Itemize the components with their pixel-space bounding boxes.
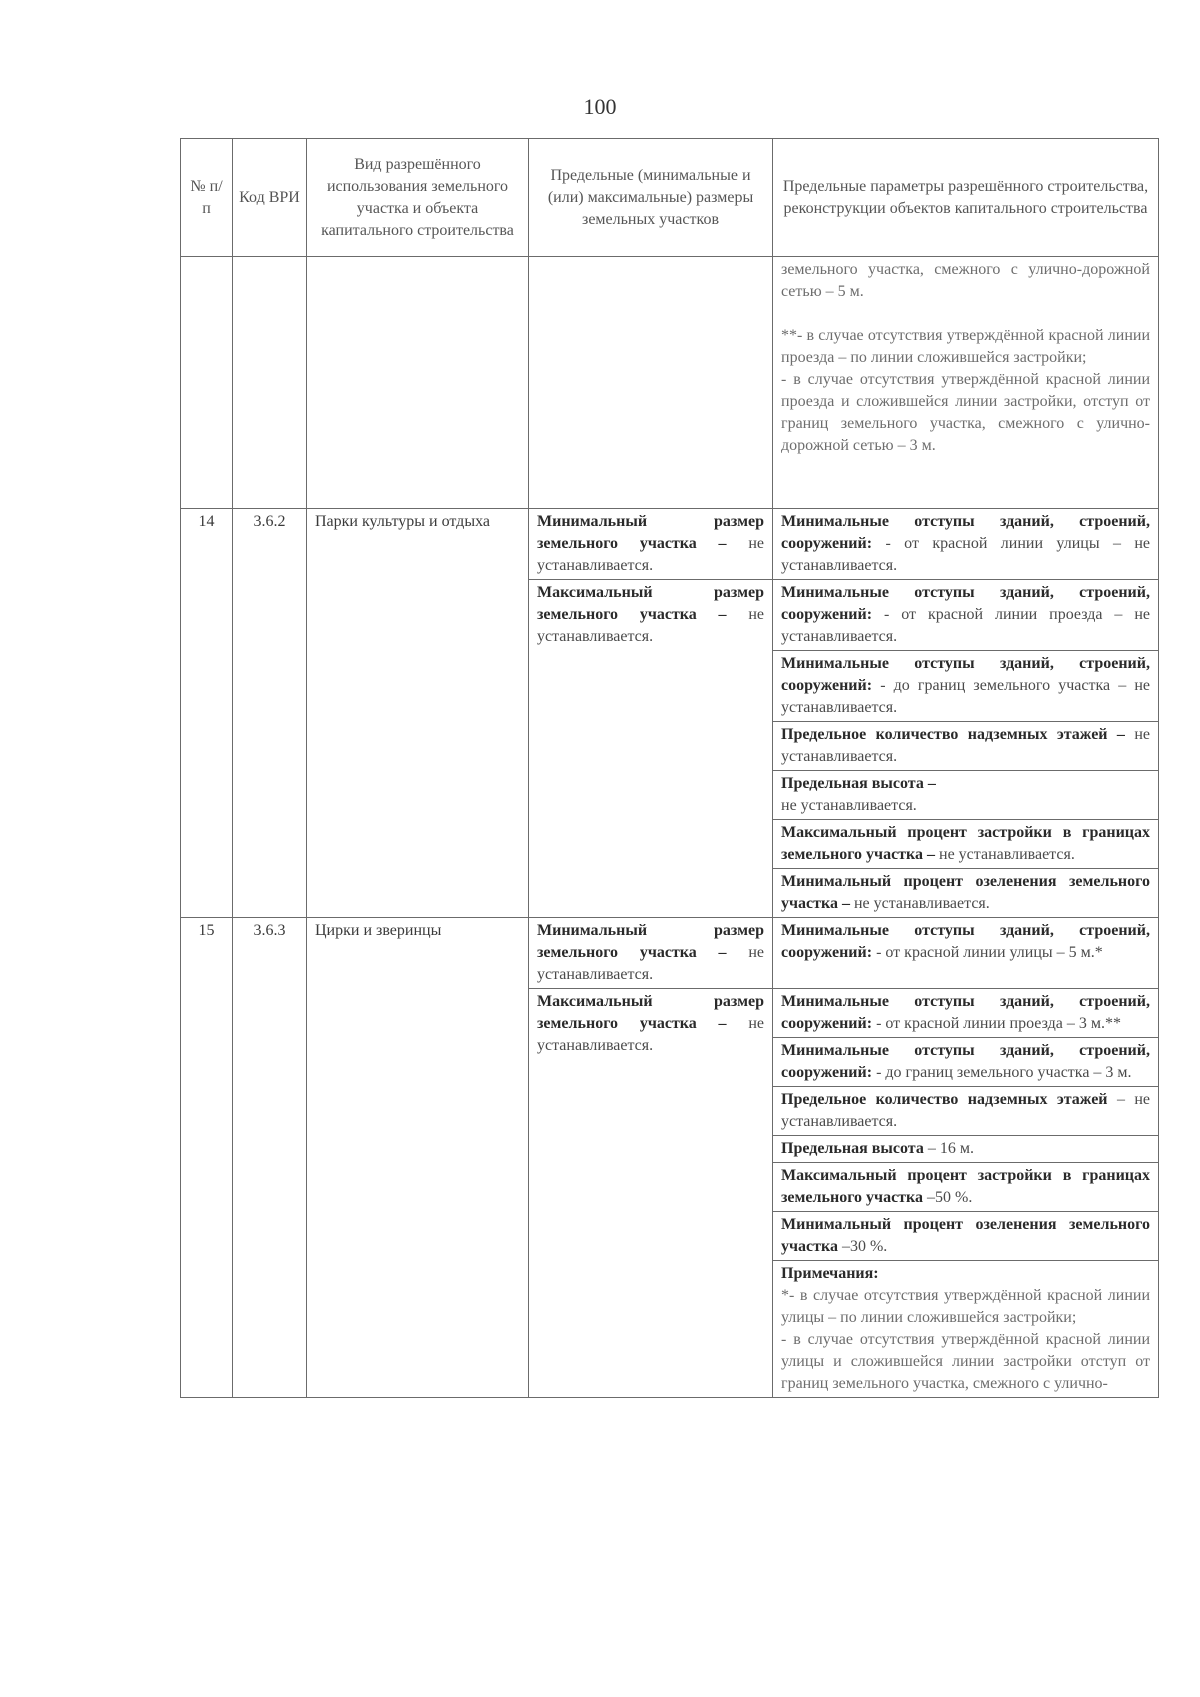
row15-param-4: Предельное количество надземных этажей – не устанавливается.: [773, 1087, 1159, 1136]
row15-notes: [773, 1261, 1159, 1398]
row15-max-size-value: не устанавливается.: [537, 1015, 765, 1054]
row14-code: 3.6.2: [233, 509, 307, 918]
row15-min-size-label: Минимальный размер земельного участка –: [537, 922, 764, 961]
continuation-line: земельного участка, смежного с улично-дорожной сетью – 5 м.: [781, 261, 1150, 300]
row15-param-5: Предельная высота – 16 м.: [773, 1136, 1159, 1163]
row14-param-7: Минимальный процент озеленения земельного участка – не устанавливается.: [773, 869, 1159, 918]
row14-num: 14: [181, 509, 233, 918]
row14-param-2: Минимальные отступы зданий, строений, сооружений: - от красной линии проезда – не устанавливается.: [773, 580, 1159, 651]
row15-notes-title: Примечания:: [781, 1265, 879, 1282]
continuation-note-2: - в случае отсутствия утверждённой красной линии проезда и сложившейся линии застройки, отступ от границ земельного участка, смежного с улично-дорожной сетью – 3 м.: [781, 371, 1150, 454]
row15-kind: Цирки и зверинцы: [307, 918, 529, 1398]
row15-param-1: Минимальные отступы зданий, строений, сооружений: - от красной линии улицы – 5 м.*: [773, 918, 1159, 989]
row14-max-size: [529, 580, 773, 918]
header-num: № п/п: [181, 139, 233, 257]
row15-param-2: Минимальные отступы зданий, строений, сооружений: - от красной линии проезда – 3 м.**: [773, 989, 1159, 1038]
table-row-15: [181, 918, 1159, 989]
row14-param-6: Максимальный процент застройки в границах земельного участка – не устанавливается.: [773, 820, 1159, 869]
row14-min-size-value: не устанавливается.: [537, 535, 765, 574]
row14-max-size-value: не устанавливается.: [537, 606, 765, 645]
page-number: 100: [583, 94, 617, 119]
continuation-cell: [773, 257, 1159, 509]
row15-max-size-label: Максимальный размер земельного участка –: [537, 993, 764, 1032]
row14-kind: Парки культуры и отдыха: [307, 509, 529, 918]
row14-param-3: Минимальные отступы зданий, строений, сооружений: - до границ земельного участка – не устанавливается.: [773, 651, 1159, 722]
header-params: Предельные параметры разрешённого строительства, реконструкции объектов капитального строительства: [773, 139, 1159, 257]
row14-min-size: [529, 509, 773, 580]
row14-param-4: Предельное количество надземных этажей – не устанавливается.: [773, 722, 1159, 771]
table-row-14: [181, 509, 1159, 580]
row14-min-size-label: Минимальный размер земельного участка –: [537, 513, 764, 552]
header-code: Код ВРИ: [233, 139, 307, 257]
row15-min-size: [529, 918, 773, 989]
row15-param-3: Минимальные отступы зданий, строений, сооружений: - до границ земельного участка – 3 м.: [773, 1038, 1159, 1087]
table-row-continuation: [181, 257, 1159, 509]
row14-max-size-label: Максимальный размер земельного участка –: [537, 584, 764, 623]
row15-max-size: [529, 989, 773, 1398]
row15-code: 3.6.3: [233, 918, 307, 1398]
table-header-row: [181, 139, 1159, 257]
row14-param-5: Предельная высота – не устанавливается.: [773, 771, 1159, 820]
row15-param-7: Минимальный процент озеленения земельного участка –30 %.: [773, 1212, 1159, 1261]
regulations-table: [180, 138, 1159, 1398]
continuation-note-1: **- в случае отсутствия утверждённой красной линии проезда – по линии сложившейся застройки;: [781, 327, 1150, 366]
row15-min-size-value: не устанавливается.: [537, 944, 765, 983]
row14-param-1: Минимальные отступы зданий, строений, сооружений: - от красной линии улицы – не устанавливается.: [773, 509, 1159, 580]
row15-param-6: Максимальный процент застройки в границах земельного участка –50 %.: [773, 1163, 1159, 1212]
row15-note-1: *- в случае отсутствия утверждённой красной линии улицы – по линии сложившейся застройки;: [781, 1287, 1150, 1326]
header-kind: Вид разрешённого использования земельного участка и объекта капитального строительства: [307, 139, 529, 257]
header-plot-size: Предельные (минимальные и (или) максимальные) размеры земельных участков: [529, 139, 773, 257]
row15-note-2: - в случае отсутствия утверждённой красной линии улицы и сложившейся линии застройки отступ от границ земельного участка, смежного с улично-: [781, 1331, 1150, 1392]
row15-num: 15: [181, 918, 233, 1398]
